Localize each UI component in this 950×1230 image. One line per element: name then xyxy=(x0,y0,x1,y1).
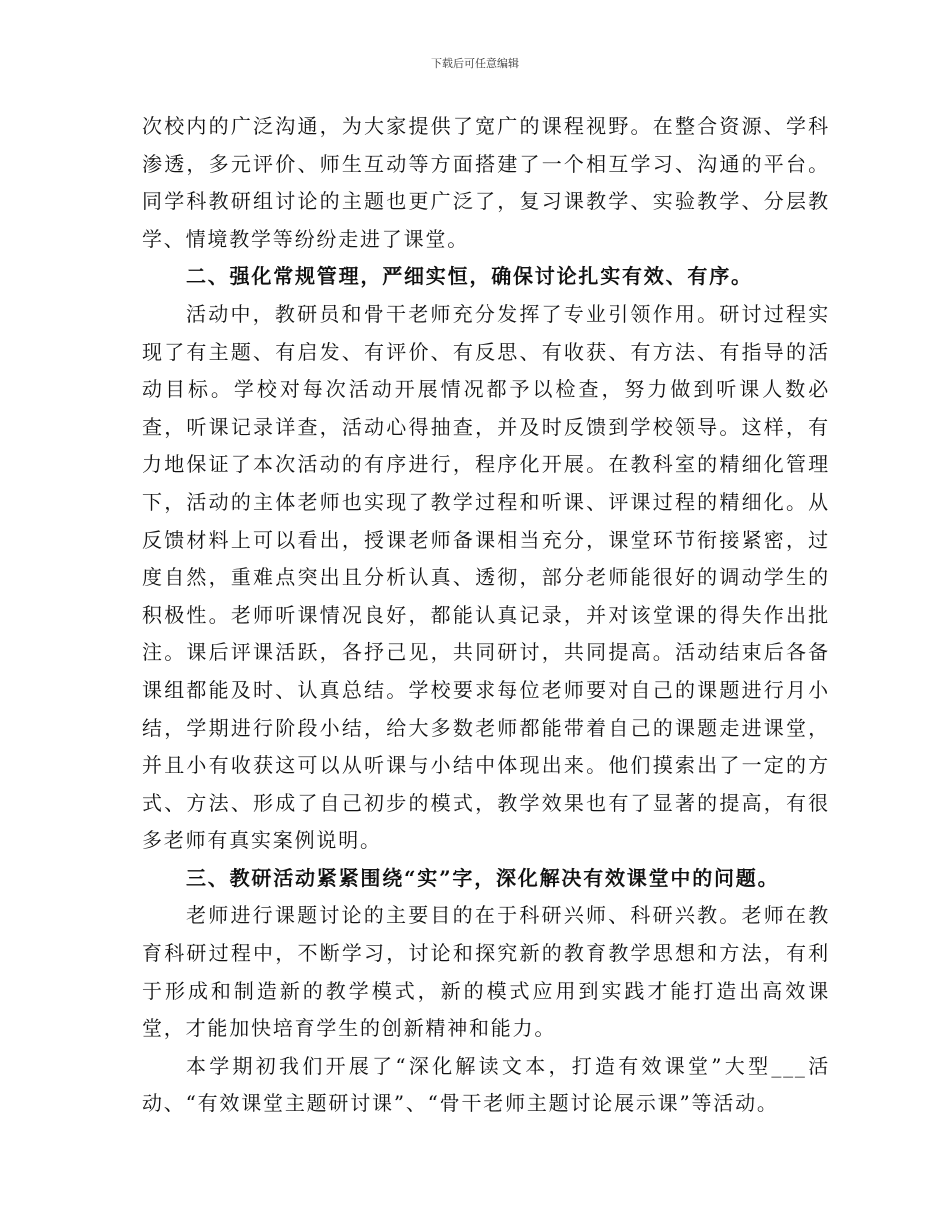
page-header: 下载后可任意编辑 xyxy=(431,57,519,70)
section-heading-2: 二、强化常规管理，严细实恒，确保讨论扎实有效、有序。 xyxy=(186,264,753,289)
section-heading-3: 三、教研活动紧紧围绕“实”字，深化解决有效课堂中的问题。 xyxy=(186,865,780,890)
paragraph-section-3: 老师进行课题讨论的主要目的在于科研兴师、科研兴教。老师在教育科研过程中，不断学习，讨论和探究新的教育教学思想和方法，有利于形成和制造新的教学模式，新的模式应用到实践才能打造出高效课堂，才能加快培育学生的创新精神和能力。 xyxy=(142,903,830,1041)
paragraph-activities: 本学期初我们开展了“深化解读文本，打造有效课堂”大型___活动、“有效课堂主题研讨课”、“骨干老师主题讨论展示课”等活动。 xyxy=(142,1053,830,1116)
paragraph-section-2: 活动中，教研员和骨干老师充分发挥了专业引领作用。研讨过程实现了有主题、有启发、有评价、有反思、有收获、有方法、有指导的活动目标。学校对每次活动开展情况都予以检查，努力做到听课人数必查，听课记录详查，活动心得抽查，并及时反馈到学校领导。这样，有力地保证了本次活动的有序进行，程序化开展。在教科室的精细化管理下，活动的主体老师也实现了教学过程和听课、评课过程的精细化。从反馈材料上可以看出，授课老师备课相当充分，课堂环节衔接紧密，过度自然，重难点突出且分析认真、透彻，部分老师能很好的调动学生的积极性。老师听课情况良好，都能认真记录，并对该堂课的得失作出批注。课后评课活跃，各抒己见，共同研讨，共同提高。活动结束后各备课组都能及时、认真总结。学校要求每位老师要对自己的课题进行月小结，学期进行阶段小结，给大多数老师都能带着自己的课题走进课堂，并且小有收获这可以从听课与小结中体现出来。他们摸索出了一定的方式、方法、形成了自己初步的模式，教学效果也有了显著的提高，有很多老师有真实案例说明。 xyxy=(142,301,830,853)
paragraph-continuation: 次校内的广泛沟通，为大家提供了宽广的课程视野。在整合资源、学科渗透，多元评价、师生互动等方面搭建了一个相互学习、沟通的平台。同学科教研组讨论的主题也更广泛了，复习课教学、实验教学、分层教学、情境教学等纷纷走进了课堂。 xyxy=(142,114,830,251)
document-body xyxy=(142,108,830,1123)
